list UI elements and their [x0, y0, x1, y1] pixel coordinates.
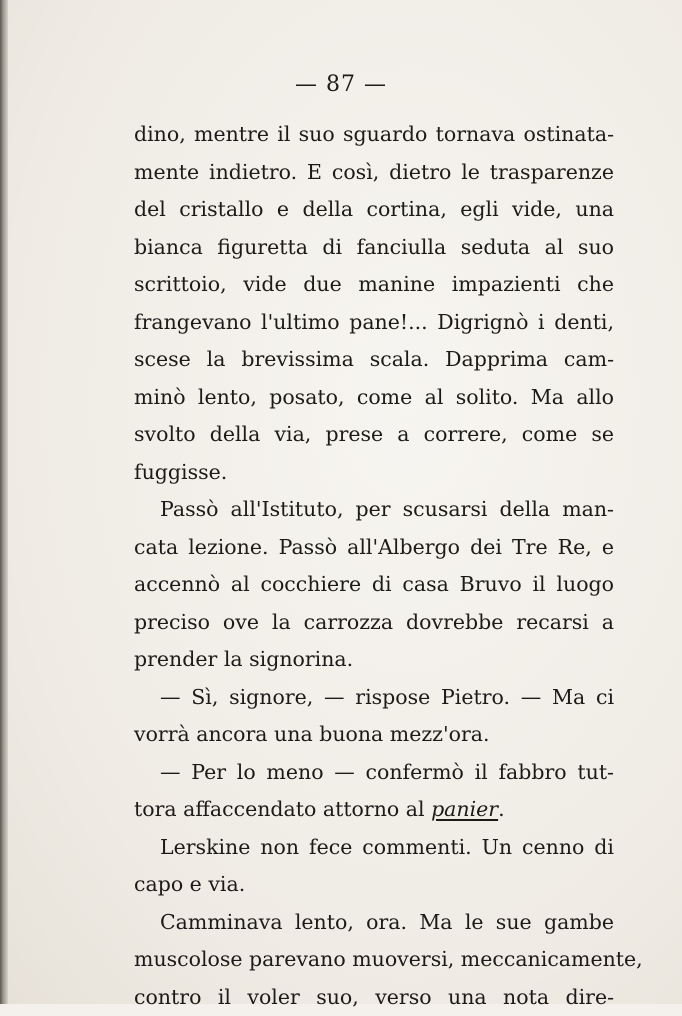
text-line: Lerskine non fece commenti. Un cenno di	[134, 829, 614, 867]
text-line: dino, mentre il suo sguardo tornava ostinata-	[134, 116, 614, 154]
text-line: capo e via.	[134, 866, 614, 904]
text-line: bianca figuretta di fanciulla seduta al suo	[134, 229, 614, 267]
text-line: frangevano l'ultimo pane!... Digrignò i denti,	[134, 304, 614, 342]
text-line: del cristallo e della cortina, egli vide, una	[134, 191, 614, 229]
text-line: Passò all'Istituto, per scusarsi della man-	[134, 491, 614, 529]
text-line: fuggisse.	[134, 454, 614, 492]
page-binding-edge	[0, 0, 8, 1004]
text-line: svolto della via, prese a correre, come se	[134, 416, 614, 454]
text-line: scese la brevissima scala. Dapprima cam-	[134, 341, 614, 379]
text-line-end: .	[498, 797, 505, 821]
text-line: accennò al cocchiere di casa Bruvo il luogo	[134, 566, 614, 604]
text-line: scrittoio, vide due manine impazienti che	[134, 266, 614, 304]
text-line-start: tora affaccendato attorno al	[134, 797, 431, 821]
text-line: — Per lo meno — confermò il fabbro tut-	[134, 754, 614, 792]
text-line: vorrà ancora una buona mezz'ora.	[134, 716, 614, 754]
text-line	[134, 791, 614, 829]
text-line: preciso ove la carrozza dovrebbe recarsi a	[134, 604, 614, 642]
text-line: contro il voler suo, verso una nota dire-	[134, 979, 614, 1016]
text-line: cata lezione. Passò all'Albergo dei Tre Re, e	[134, 529, 614, 567]
text-line: muscolose parevano muoversi, meccanicamente,	[134, 941, 614, 979]
text-line: — Sì, signore, — rispose Pietro. — Ma ci	[134, 679, 614, 717]
text-line: prender la signorina.	[134, 641, 614, 679]
body-text	[134, 116, 614, 1016]
text-line: mente indietro. E così, dietro le trasparenze	[134, 154, 614, 192]
italic-word-panier: panier	[431, 797, 498, 821]
text-line: minò lento, posato, come al solito. Ma allo	[134, 379, 614, 417]
text-line: Camminava lento, ora. Ma le sue gambe	[134, 904, 614, 942]
page-number: — 87 —	[0, 72, 682, 97]
